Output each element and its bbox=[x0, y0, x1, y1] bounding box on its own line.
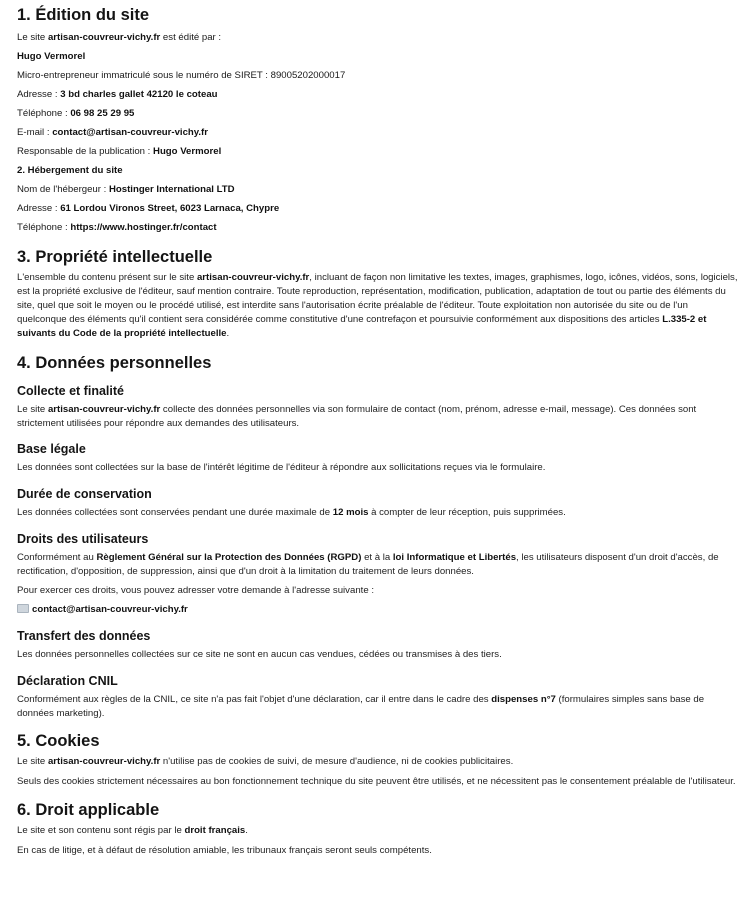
cookies-paragraph-2: Seuls des cookies strictement nécessaires au bon fonctionnement technique du site peuvent être utilisés, et ne nécessitent pas le consentement préalable de l'utilisateur. bbox=[17, 776, 736, 787]
host-name bbox=[17, 180, 739, 199]
duree-paragraph: Les données collectées sont conservées pendant une durée maximale de 12 mois à compter de leur réception, puis supprimées. bbox=[17, 507, 566, 518]
edition-intro bbox=[17, 28, 739, 47]
host-phone-label: Téléphone : bbox=[17, 222, 71, 233]
editor-name: Hugo Vermorel bbox=[17, 51, 86, 62]
host-value: Hostinger International LTD bbox=[108, 184, 235, 195]
site-name: artisan-couvreur-vichy.fr bbox=[196, 272, 310, 283]
subsection-title-duree: Durée de conservation bbox=[17, 487, 152, 501]
host-label: Nom de l'hébergeur : bbox=[17, 184, 109, 195]
loi-reference: loi Informatique et Libertés bbox=[392, 552, 517, 563]
section-title-donnees: 4. Données personnelles bbox=[17, 354, 212, 372]
droit-paragraph-1: Le site et son contenu sont régis par le droit français. bbox=[17, 825, 248, 836]
exercer-paragraph: Pour exercer ces droits, vous pouvez adresser votre demande à l'adresse suivante : bbox=[17, 585, 374, 596]
droit-paragraph-2: En cas de litige, et à défaut de résolution amiable, les tribunaux français seront seuls compétents. bbox=[17, 845, 432, 856]
base-legale-paragraph: Les données sont collectées sur la base de l'intérêt légitime de l'éditeur à répondre aux sollicitations reçues via le formulaire. bbox=[17, 462, 546, 473]
resp-value: Hugo Vermorel bbox=[153, 146, 222, 157]
host-address-label: Adresse : bbox=[17, 203, 61, 214]
propriete-paragraph: L'ensemble du contenu présent sur le site artisan-couvreur-vichy.fr, incluant de façon non limitative les textes, images, graphismes, logo, icônes, vidéos, sons, logiciels, est la propriété exclusive de l'éditeur, sauf mention contraire. Toute reproduction, représentation, modification, publication, adaptation de tout ou partie des éléments du site, quel que soit le moyen ou le procédé utilisé, est interdite sans l'autorisation écrite préalable de l'éditeur. Toute exploitation non autorisée du site ou de l'un quelconque des éléments qu'il contient sera considérée comme constitutive d'une contrefaçon et poursuivie conformément aux dispositions des articles L.335-2 et suivants du Code de la propriété intellectuelle. bbox=[17, 272, 738, 339]
droit-francais: droit français bbox=[184, 825, 246, 836]
editor-phone bbox=[17, 104, 739, 123]
site-name: artisan-couvreur-vichy.fr bbox=[47, 32, 161, 43]
retention-period: 12 mois bbox=[332, 507, 369, 518]
email-label: E-mail : bbox=[17, 127, 53, 138]
subsection-title-transfert: Transfert des données bbox=[17, 629, 151, 643]
cookies-paragraph-1: Le site artisan-couvreur-vichy.fr n'utilise pas de cookies de suivi, de mesure d'audience, ni de cookies publicitaires. bbox=[17, 756, 514, 767]
dispense-reference: dispenses n°7 bbox=[491, 694, 556, 705]
contact-email: contact@artisan-couvreur-vichy.fr bbox=[32, 604, 188, 615]
envelope-icon bbox=[17, 604, 29, 613]
droits-paragraph: Conformément au Règlement Général sur la Protection des Données (RGPD) et à la loi Informatique et Libertés, les utilisateurs disposent d'un droit d'accès, de rectification, d'opposition, de suppression, ainsi que d'un droit à la limitation du traitement de leurs données. bbox=[17, 552, 719, 577]
section-title-edition: 1. Édition du site bbox=[17, 6, 150, 24]
subsection-title-collecte: Collecte et finalité bbox=[17, 384, 124, 398]
collecte-paragraph: Le site artisan-couvreur-vichy.fr collecte des données personnelles via son formulaire de contact (nom, prénom, adresse e-mail, message). Ces données sont strictement utilisées pour répondre aux demandes des utilisateurs. bbox=[17, 404, 697, 429]
site-name: artisan-couvreur-vichy.fr bbox=[47, 756, 161, 767]
publication-responsible bbox=[17, 142, 739, 161]
section-title-hebergement: 2. Hébergement du site bbox=[17, 165, 123, 176]
host-phone bbox=[17, 218, 739, 237]
law-reference: L.335-2 et suivants du Code de la propriété intellectuelle bbox=[17, 314, 707, 339]
transfert-paragraph: Les données personnelles collectées sur ce site ne sont en aucun cas vendues, cédées ou transmises à des tiers. bbox=[17, 649, 502, 660]
phone-label: Téléphone : bbox=[17, 108, 71, 119]
contact-line bbox=[17, 603, 739, 617]
host-phone-value: https://www.hostinger.fr/contact bbox=[70, 222, 217, 233]
phone-value: 06 98 25 29 95 bbox=[70, 108, 135, 119]
cnil-paragraph: Conformément aux règles de la CNIL, ce site n'a pas fait l'objet d'une déclaration, car il entre dans le cadre des dispenses n°7 (formulaires simples sans base de données marketing). bbox=[17, 694, 705, 719]
host-address-value: 61 Lordou Vironos Street, 6023 Larnaca, Chypre bbox=[60, 203, 280, 214]
section-title-cookies: 5. Cookies bbox=[17, 732, 100, 750]
resp-label: Responsable de la publication : bbox=[17, 146, 154, 157]
subsection-title-cnil: Déclaration CNIL bbox=[17, 674, 118, 688]
address-label: Adresse : bbox=[17, 89, 61, 100]
email-value: contact@artisan-couvreur-vichy.fr bbox=[52, 127, 208, 138]
host-address bbox=[17, 199, 739, 218]
editor-address bbox=[17, 85, 739, 104]
address-value: 3 bd charles gallet 42120 le coteau bbox=[60, 89, 218, 100]
section-title-droit-applicable: 6. Droit applicable bbox=[17, 801, 160, 819]
subsection-title-base-legale: Base légale bbox=[17, 442, 86, 456]
site-name: artisan-couvreur-vichy.fr bbox=[47, 404, 161, 415]
rgpd-reference: Règlement Général sur la Protection des Données (RGPD) bbox=[96, 552, 362, 563]
section-title-propriete: 3. Propriété intellectuelle bbox=[17, 248, 213, 266]
editor-email bbox=[17, 123, 739, 142]
edition-intro-post: est édité par : bbox=[160, 32, 222, 43]
siret-line: Micro-entrepreneur immatriculé sous le numéro de SIRET : 89005202000017 bbox=[17, 70, 346, 81]
edition-intro-pre: Le site bbox=[17, 32, 48, 43]
subsection-title-droits: Droits des utilisateurs bbox=[17, 532, 149, 546]
